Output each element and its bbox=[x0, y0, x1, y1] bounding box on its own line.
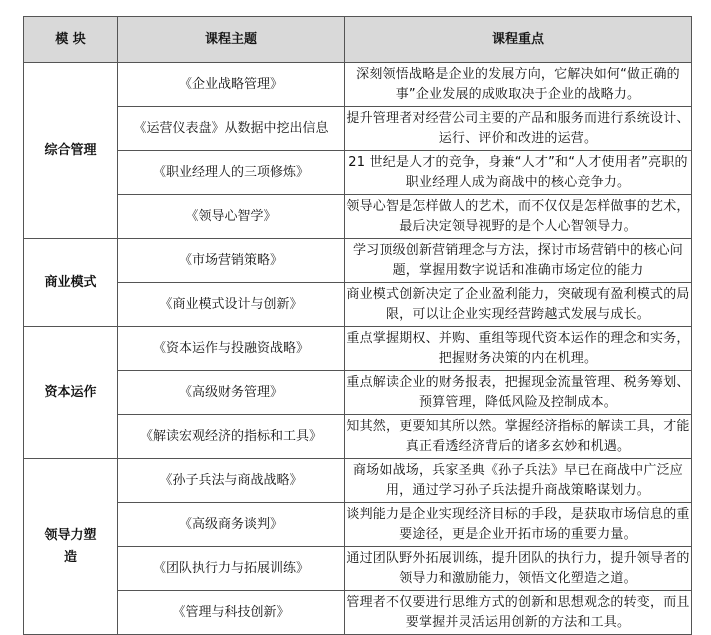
table-row bbox=[24, 371, 692, 415]
header-focus: 课程重点 bbox=[345, 17, 692, 63]
module-label: 综合管理 bbox=[44, 142, 97, 158]
module-label: 资本运作 bbox=[44, 384, 97, 400]
table-row bbox=[24, 107, 692, 151]
focus-cell: 21 世纪是人才的竞争，身兼“人才”和“人才使用者”亮职的职业经理人成为商战中的核心竞争力。 bbox=[345, 151, 692, 195]
focus-cell: 重点解读企业的财务报表，把握现金流量管理、税务筹划、预算管理，降低风险及控制成本。 bbox=[345, 371, 692, 415]
header-topic: 课程主题 bbox=[118, 17, 345, 63]
focus-cell: 商业模式创新决定了企业盈利能力，突破现有盈利模式的局限，可以让企业实现经营跨越式发展与成长。 bbox=[345, 283, 692, 327]
focus-cell: 提升管理者对经营公司主要的产品和服务而进行系统设计、运行、评价和改进的运营。 bbox=[345, 107, 692, 151]
topic-cell: 《企业战略管理》 bbox=[118, 63, 345, 107]
focus-cell: 管理者不仅要进行思维方式的创新和思想观念的转变，而且要掌握并灵活运用创新的方法和工具。 bbox=[345, 591, 692, 635]
table-row bbox=[24, 591, 692, 635]
table-row bbox=[24, 151, 692, 195]
course-table bbox=[23, 16, 692, 635]
table-row bbox=[24, 459, 692, 503]
header-module: 模 块 bbox=[24, 17, 118, 63]
module-label: 领导力塑造 bbox=[44, 527, 97, 565]
topic-cell: 《高级财务管理》 bbox=[118, 371, 345, 415]
table-row bbox=[24, 283, 692, 327]
module-label: 商业模式 bbox=[44, 274, 97, 290]
module-cell bbox=[24, 459, 118, 635]
module-cell bbox=[24, 239, 118, 327]
table-row bbox=[24, 503, 692, 547]
topic-cell: 《市场营销策略》 bbox=[118, 239, 345, 283]
table-row bbox=[24, 239, 692, 283]
focus-cell: 重点掌握期权、并购、重组等现代资本运作的理念和实务，把握财务决策的内在机理。 bbox=[345, 327, 692, 371]
module-cell bbox=[24, 63, 118, 239]
focus-cell: 通过团队野外拓展训练，提升团队的执行力，提升领导者的领导力和激励能力，领悟文化塑造之道。 bbox=[345, 547, 692, 591]
table-row bbox=[24, 195, 692, 239]
topic-cell: 《团队执行力与拓展训练》 bbox=[118, 547, 345, 591]
header-row bbox=[24, 17, 692, 63]
focus-cell: 深刻领悟战略是企业的发展方向，它解决如何“做正确的事”企业发展的成败取决于企业的战略力。 bbox=[345, 63, 692, 107]
topic-cell: 《商业模式设计与创新》 bbox=[118, 283, 345, 327]
topic-cell: 《解读宏观经济的指标和工具》 bbox=[118, 415, 345, 459]
topic-cell: 《高级商务谈判》 bbox=[118, 503, 345, 547]
table-row bbox=[24, 63, 692, 107]
table-row bbox=[24, 547, 692, 591]
focus-cell: 知其然，更要知其所以然。掌握经济指标的解读工具，才能真正看透经济背后的诸多玄妙和机遇。 bbox=[345, 415, 692, 459]
topic-cell: 《领导心智学》 bbox=[118, 195, 345, 239]
focus-cell: 谈判能力是企业实现经济目标的手段，是获取市场信息的重要途径，更是企业开拓市场的重要力量。 bbox=[345, 503, 692, 547]
topic-cell: 《资本运作与投融资战略》 bbox=[118, 327, 345, 371]
topic-cell: 《职业经理人的三项修炼》 bbox=[118, 151, 345, 195]
module-cell bbox=[24, 327, 118, 459]
topic-cell: 《运营仪表盘》从数据中挖出信息 bbox=[118, 107, 345, 151]
focus-cell: 商场如战场，兵家圣典《孙子兵法》早已在商战中广泛应用，通过学习孙子兵法提升商战策略谋划力。 bbox=[345, 459, 692, 503]
topic-cell: 《管理与科技创新》 bbox=[118, 591, 345, 635]
focus-cell: 领导心智是怎样做人的艺术，而不仅仅是怎样做事的艺术，最后决定领导视野的是个人心智领导力。 bbox=[345, 195, 692, 239]
focus-cell: 学习顶级创新营销理念与方法，探讨市场营销中的核心问题，掌握用数字说话和准确市场定位的能力 bbox=[345, 239, 692, 283]
topic-cell: 《孙子兵法与商战战略》 bbox=[118, 459, 345, 503]
table-row bbox=[24, 415, 692, 459]
table-row bbox=[24, 327, 692, 371]
